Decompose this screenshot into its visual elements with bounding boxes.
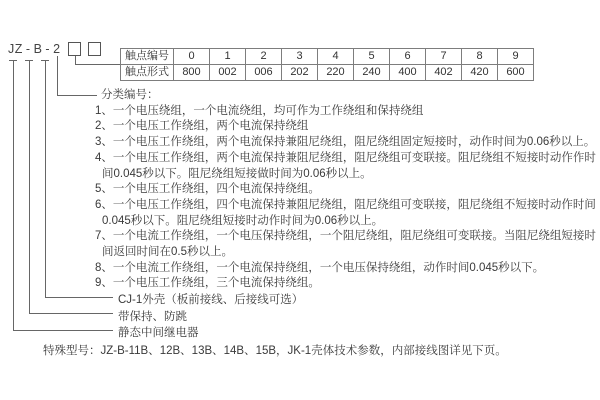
classification-item-6-cont: 0.045秒以下。阻尼绕组短接时动作时间为0.06秒以上。 xyxy=(102,214,384,227)
contact-form-cell: 240 xyxy=(354,65,390,81)
classification-item-9: 9、一个电压工作绕组，三个电流保持绕组。 xyxy=(95,277,320,290)
contact-form-cell: 402 xyxy=(426,65,462,81)
contact-form-cell: 202 xyxy=(282,65,318,81)
contact-number-label: 触点编号 xyxy=(121,49,174,65)
classification-item-1: 1、一个电压绕组，一个电流绕组，均可作为工作绕组和保持绕组 xyxy=(95,104,424,117)
contact-number-row xyxy=(121,49,534,65)
classification-title: 分类编号： xyxy=(101,89,159,101)
contact-form-cell: 002 xyxy=(210,65,246,81)
callout-relay-type: 静态中间继电器 xyxy=(118,326,199,339)
model-code xyxy=(8,42,101,56)
contact-number-cell: 2 xyxy=(246,49,282,65)
classification-item-5: 5、一个电压工作绕组，四个电流保持绕组。 xyxy=(95,183,320,196)
contact-form-cell: 800 xyxy=(174,65,210,81)
contact-form-row xyxy=(121,65,534,81)
classification-list xyxy=(95,88,600,292)
contact-number-cell: 7 xyxy=(426,49,462,65)
contact-number-cell: 0 xyxy=(174,49,210,65)
contact-number-cell: 9 xyxy=(498,49,534,65)
contact-form-label: 触点形式 xyxy=(121,65,174,81)
contact-number-cell: 3 xyxy=(282,49,318,65)
classification-item-7-cont: 间返回时间在0.5秒以上。 xyxy=(102,246,233,259)
classification-item-8: 8、一个电流工作绕组，一个电流保持绕组，一个电压保持绕组，动作时间0.045秒以下。 xyxy=(95,261,545,274)
classification-item-3: 3、一个电压工作绕组，两个电流保持兼阻尼绕组，阻尼绕组固定短接时，动作时间为0.06秒以上。 xyxy=(95,136,596,149)
special-models-note: 特殊型号：JZ-B-11B、12B、13B、14B、15B，JK-1壳体技术参数，内部接线图详见下页。 xyxy=(43,345,507,357)
contact-number-cell: 8 xyxy=(462,49,498,65)
model-code-number: 2 xyxy=(53,42,61,56)
model-code-dash: - xyxy=(25,42,31,56)
contact-form-cell: 420 xyxy=(462,65,498,81)
model-code-series: B xyxy=(33,42,43,56)
contact-number-cell: 4 xyxy=(318,49,354,65)
callout-case: CJ-1外壳（板前接线、后接线可选） xyxy=(118,294,304,306)
classification-item-4: 4、一个电压工作绕组，两个电流保持兼阻尼绕组，阻尼绕组可变联接。阻尼绕组不短接时动作作时 xyxy=(95,151,596,164)
line-classification xyxy=(58,56,98,96)
contact-number-cell: 5 xyxy=(354,49,390,65)
contact-table xyxy=(120,48,534,81)
model-box-contact xyxy=(88,42,101,56)
classification-item-7: 7、一个电流工作绕组，一个电压保持绕组，一个阻尼绕组，阻尼绕组可变联接。当阻尼绕组短接时 xyxy=(95,230,596,243)
contact-number-cell: 6 xyxy=(390,49,426,65)
classification-item-2: 2、一个电压工作绕组，两个电流保持绕组 xyxy=(95,120,309,133)
contact-form-cell: 006 xyxy=(246,65,282,81)
model-code-dash: - xyxy=(45,42,51,56)
classification-item-4-cont: 间0.045秒以下。阻尼绕组短接做时间为0.06秒以上。 xyxy=(102,167,372,180)
contact-form-cell: 400 xyxy=(390,65,426,81)
classification-item-6: 6、一个电压工作绕组，四个电流保持兼阻尼绕组，阻尼绕组可变联接，阻尼绕组不短接时动作时间 xyxy=(95,198,596,211)
model-box-classification xyxy=(68,42,81,56)
line-contact-table xyxy=(76,56,121,65)
contact-form-cell: 220 xyxy=(318,65,354,81)
contact-number-cell: 1 xyxy=(210,49,246,65)
callout-hold-antibounce: 带保持、防跳 xyxy=(118,310,187,323)
model-code-prefix: JZ xyxy=(8,42,23,56)
contact-form-cell: 600 xyxy=(498,65,534,81)
